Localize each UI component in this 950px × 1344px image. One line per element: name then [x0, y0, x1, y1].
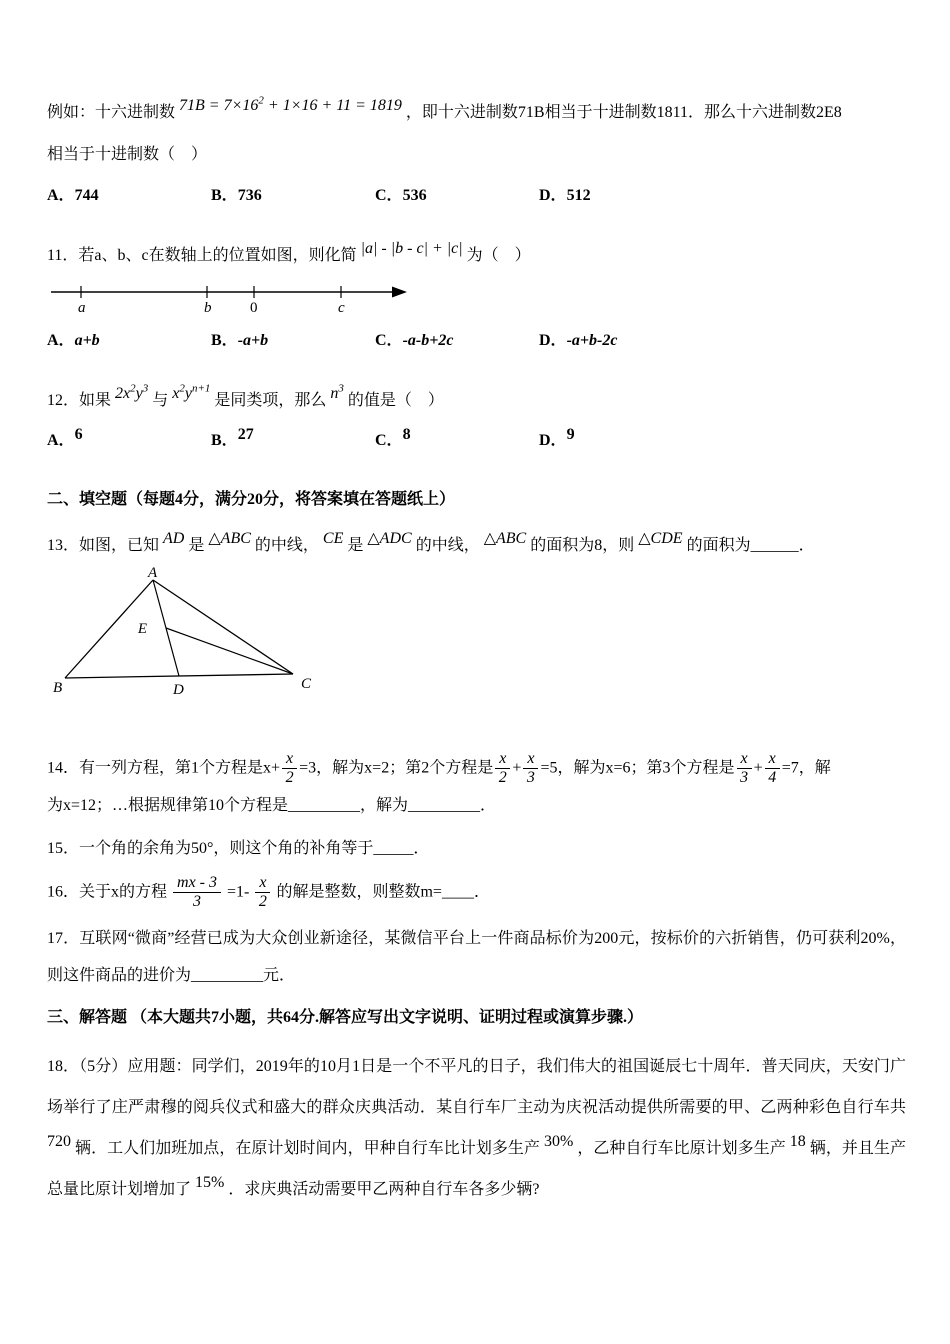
q18-value-720: 720 — [47, 1133, 71, 1151]
tri-CDE: △CDE — [638, 530, 683, 548]
option-label: D． — [539, 331, 567, 349]
tri-ABC-2: △ABC — [483, 530, 527, 548]
m2-exp1: 2 — [179, 382, 185, 395]
option-label: B． — [211, 432, 238, 450]
q18-t3: ，乙种自行车比原计划多生产 — [577, 1140, 786, 1158]
option-value: 736 — [237, 186, 262, 204]
fraction-x-4 — [765, 750, 780, 788]
option-expression: -a+b-2c — [566, 331, 618, 349]
abs-expression: |a| - |b - c| + |c| — [360, 240, 463, 258]
q18-t1: 18．（5分）应用题：同学们，2019年的10月1日是一个不平凡的日子，我们伟大的祖国诞辰七十周年．普天同庆，天安门广场举行了庄严肃穆的阅兵仪式和盛大的群众庆典活动．某自行车厂主动为庆祝活动提供所需要的甲、乙两种彩色自行车共 — [47, 1058, 906, 1117]
fraction-x-2c — [255, 874, 270, 912]
example-suffix: ，即十六进制数71B相当于十进制数1811．那么十六进制数2E8 — [405, 104, 842, 121]
hex-formula-eq1: = 7×16 — [204, 97, 259, 115]
q12-pre: 12．如果 — [47, 391, 112, 409]
hex-formula-eq2: + 1×16 + 11 = 1819 — [263, 97, 402, 115]
example-paragraph — [47, 96, 906, 130]
q13-t3: 是 — [347, 537, 364, 555]
fraction-numerator: x — [495, 750, 510, 769]
q11-options-row — [47, 326, 906, 356]
q18-value-15pct: 15% — [195, 1174, 225, 1192]
q12-option-c — [375, 426, 539, 456]
number-line-figure — [49, 278, 409, 316]
q14-t5: + — [753, 759, 763, 777]
hex-formula-base: 71B — [179, 97, 205, 115]
fraction-numerator: x — [255, 874, 270, 893]
option-label: B． — [211, 186, 238, 204]
option-label: C． — [375, 186, 403, 204]
q18-t2: 辆．工人们加班加点，在原计划时间内，甲种自行车比计划多生产 — [75, 1140, 540, 1158]
m3-base: n — [330, 385, 339, 403]
question-14-line2: 为x=12；…根据规律第10个方程是_________，解为_________． — [47, 797, 497, 815]
option-label: C． — [375, 331, 403, 349]
option-value: 9 — [566, 425, 575, 443]
option-expression: a+b — [74, 331, 100, 349]
number-line-arrowhead — [392, 286, 407, 297]
q14-t2: =3，解为x=2；第2个方程是 — [299, 759, 494, 777]
option-expression: -a+b — [237, 331, 269, 349]
question-17: 17．互联网“微商”经营已成为大众创业新途径，某微信平台上一件商品标价为200元，按标价的六折销售，仍可获利20%，则这件商品的进价为_________元． — [47, 929, 906, 985]
fraction-x-2 — [282, 750, 297, 788]
question-14 — [47, 750, 906, 788]
side-AC — [153, 580, 293, 674]
vertex-label-B: B — [53, 679, 63, 696]
vertex-label-E: E — [137, 620, 147, 637]
option-expression: -a-b+2c — [402, 331, 454, 349]
monomial-1 — [115, 377, 148, 411]
example-options-row — [47, 181, 906, 211]
option-value: 8 — [402, 425, 411, 443]
q13-pre: 13．如图，已知 — [47, 537, 160, 555]
option-value: 536 — [402, 186, 427, 204]
q11-post: 为（ ） — [466, 247, 531, 265]
section-3-header: 三、解答题 （本大题共7小题，共64分.解答应写出文字说明、证明过程或演算步骤.） — [47, 1009, 644, 1027]
q16-t1: 16．关于x的方程 — [47, 883, 168, 901]
q18-value-30pct: 30% — [543, 1133, 574, 1151]
option-value: 27 — [237, 425, 254, 443]
tri-ADC: △ADC — [367, 530, 412, 548]
q12-mid2: 是同类项，那么 — [214, 391, 327, 409]
q13-t6: 的面积为______． — [686, 537, 815, 555]
fraction-denominator: 3 — [740, 768, 749, 786]
question-18 — [47, 1047, 906, 1210]
label-c: c — [338, 299, 345, 316]
q12-options-row — [47, 426, 906, 456]
m2-exp2: n+1 — [191, 382, 211, 395]
fraction-numerator: x — [765, 750, 780, 769]
m2-base2: y — [184, 385, 192, 403]
q14-t6: =7，解 — [781, 759, 831, 777]
fraction-x-3b — [737, 750, 752, 788]
q12-option-b — [211, 426, 375, 456]
fraction-mx3-3 — [173, 874, 221, 912]
fraction-numerator: x — [737, 750, 752, 769]
fraction-denominator: 2 — [498, 768, 507, 786]
fraction-denominator: 2 — [258, 893, 267, 911]
q16-t3: 的解是整数，则整数m=____． — [276, 883, 490, 901]
q11-pre: 11．若a、b、c在数轴上的位置如图，则化简 — [47, 247, 357, 265]
label-zero: 0 — [250, 299, 258, 316]
fraction-denominator: 4 — [768, 768, 777, 786]
q13-t4: 的中线， — [415, 537, 480, 555]
m1-exp2: 3 — [142, 382, 149, 395]
option-value: 744 — [74, 186, 99, 204]
example-prefix: 例如：十六进制数 — [47, 104, 176, 121]
fraction-x-2b — [495, 750, 510, 788]
q12-option-a — [47, 426, 211, 456]
option-label: A． — [47, 186, 75, 204]
q12-option-d — [539, 426, 575, 456]
example-option-d — [539, 181, 591, 211]
fraction-numerator: x — [523, 750, 538, 769]
tri-ABC: △ABC — [208, 530, 251, 548]
fraction-numerator: mx - 3 — [173, 874, 221, 893]
question-16 — [47, 874, 906, 912]
section-2-header: 二、填空题（每题4分，满分20分，将答案填在答题纸上） — [47, 490, 456, 508]
q18-value-18: 18 — [789, 1133, 806, 1151]
median-EC — [166, 628, 293, 674]
q18-t4: 辆，并且生产总量比原计划增加了 — [47, 1140, 906, 1198]
vertex-label-A: A — [148, 565, 158, 581]
q14-t1: 14．有一列方程，第1个方程是x+ — [47, 759, 281, 777]
fraction-x-3 — [523, 750, 538, 788]
q12-post: 的值是（ ） — [347, 391, 444, 409]
q18-t5: ．求庆典活动需要甲乙两种自行车各多少辆? — [228, 1180, 540, 1198]
fraction-denominator: 3 — [526, 768, 535, 786]
example-option-c — [375, 181, 539, 211]
example-option-a — [47, 181, 211, 211]
option-label: C． — [375, 432, 403, 450]
monomial-2 — [172, 377, 210, 411]
option-label: A． — [47, 432, 75, 450]
m1-exp1: 2 — [130, 382, 136, 395]
option-label: A． — [47, 331, 75, 349]
q14-t3: + — [512, 759, 522, 777]
m1-base1: 2x — [115, 385, 131, 403]
label-a: a — [78, 299, 86, 316]
fraction-denominator: 2 — [285, 768, 294, 786]
triangle-figure — [53, 566, 353, 706]
q13-t5: 的面积为8，则 — [530, 537, 635, 555]
option-label: D． — [539, 432, 567, 450]
m3-exp: 3 — [338, 382, 344, 395]
question-12 — [47, 384, 906, 418]
m1-base2: y — [135, 385, 143, 403]
q11-option-a — [47, 326, 211, 356]
question-11 — [47, 239, 906, 273]
q11-option-b — [211, 326, 375, 356]
q12-mid1: 与 — [152, 391, 169, 409]
m2-base1: x — [172, 385, 180, 403]
option-value: 512 — [566, 186, 591, 204]
q14-t4: =5，解为x=6；第3个方程是 — [540, 759, 735, 777]
monomial-3 — [330, 377, 344, 411]
vertex-label-C: C — [301, 675, 312, 692]
hex-formula-exponent: 2 — [258, 94, 264, 107]
option-value: 6 — [74, 425, 83, 443]
option-label: B． — [211, 331, 238, 349]
seg-AD: AD — [163, 530, 185, 548]
fraction-denominator: 3 — [193, 893, 201, 911]
vertex-label-D: D — [173, 681, 184, 698]
q16-t2: =1- — [227, 883, 250, 901]
hex-formula — [179, 89, 402, 123]
seg-CE: CE — [322, 530, 344, 548]
question-15: 15．一个角的余角为50°，则这个角的补角等于_____． — [47, 839, 430, 857]
q13-t2: 的中线， — [254, 537, 319, 555]
q11-option-d — [539, 326, 617, 356]
fraction-numerator: x — [282, 750, 297, 769]
example-line2: 相当于十进制数（ ） — [47, 146, 208, 164]
q11-option-c — [375, 326, 539, 356]
question-13 — [47, 529, 906, 563]
example-option-b — [211, 181, 375, 211]
q13-t1: 是 — [188, 537, 205, 555]
option-label: D． — [539, 186, 567, 204]
label-b: b — [204, 299, 212, 316]
